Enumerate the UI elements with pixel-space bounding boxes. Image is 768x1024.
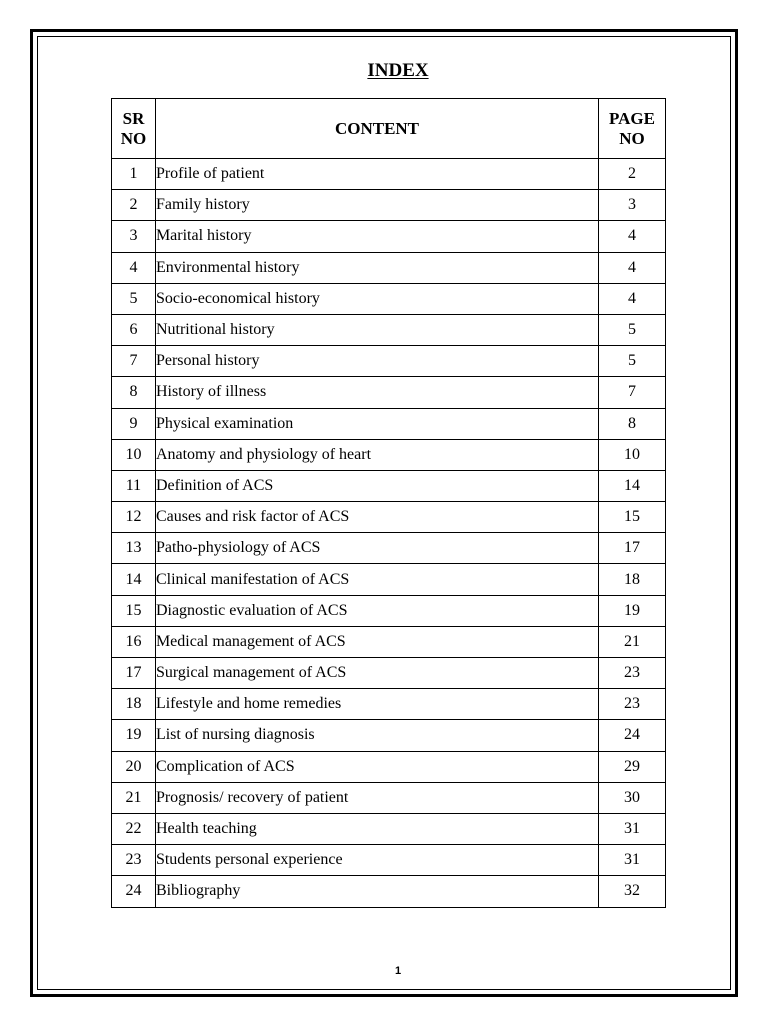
table-row [112,221,666,252]
row-content: Environmental history [155,252,598,283]
row-content: Marital history [155,221,598,252]
row-content: Causes and risk factor of ACS [155,502,598,533]
row-content: Clinical manifestation of ACS [155,564,598,595]
row-sr-no: 1 [112,159,156,190]
table-row [112,346,666,377]
row-page-no: 23 [599,689,666,720]
row-page-no: 2 [599,159,666,190]
table-row [112,252,666,283]
row-page-no: 4 [599,283,666,314]
table-row [112,813,666,844]
row-content: Nutritional history [155,314,598,345]
row-content: Physical examination [155,408,598,439]
row-content: Lifestyle and home remedies [155,689,598,720]
table-row [112,314,666,345]
row-sr-no: 24 [112,876,156,907]
row-content: Bibliography [155,876,598,907]
table-row [112,439,666,470]
row-page-no: 31 [599,845,666,876]
row-page-no: 17 [599,533,666,564]
row-sr-no: 22 [112,813,156,844]
row-content: Health teaching [155,813,598,844]
row-sr-no: 6 [112,314,156,345]
table-row [112,408,666,439]
row-page-no: 3 [599,190,666,221]
row-page-no: 30 [599,782,666,813]
row-content: Students personal experience [155,845,598,876]
row-page-no: 29 [599,751,666,782]
table-row [112,845,666,876]
row-page-no: 7 [599,377,666,408]
row-sr-no: 12 [112,502,156,533]
row-sr-no: 21 [112,782,156,813]
row-sr-no: 7 [112,346,156,377]
row-sr-no: 5 [112,283,156,314]
row-content: History of illness [155,377,598,408]
row-page-no: 5 [599,314,666,345]
table-row [112,658,666,689]
table-row [112,159,666,190]
row-sr-no: 20 [112,751,156,782]
row-content: Surgical management of ACS [155,658,598,689]
row-page-no: 4 [599,252,666,283]
table-row [112,595,666,626]
row-sr-no: 19 [112,720,156,751]
table-row [112,533,666,564]
row-sr-no: 17 [112,658,156,689]
table-row [112,782,666,813]
table-row [112,626,666,657]
row-sr-no: 23 [112,845,156,876]
table-row [112,377,666,408]
row-sr-no: 9 [112,408,156,439]
row-page-no: 10 [599,439,666,470]
table-row [112,564,666,595]
row-content: Personal history [155,346,598,377]
header-sr-no [112,99,156,159]
table-body [112,159,666,908]
row-page-no: 15 [599,502,666,533]
row-content: Anatomy and physiology of heart [155,439,598,470]
index-table [111,98,666,908]
row-page-no: 4 [599,221,666,252]
row-content: Prognosis/ recovery of patient [155,782,598,813]
row-page-no: 14 [599,470,666,501]
row-page-no: 8 [599,408,666,439]
table-row [112,502,666,533]
row-page-no: 21 [599,626,666,657]
row-page-no: 31 [599,813,666,844]
table-row [112,720,666,751]
page-number: 1 [394,965,402,977]
row-page-no: 32 [599,876,666,907]
row-content: Patho-physiology of ACS [155,533,598,564]
row-content: List of nursing diagnosis [155,720,598,751]
row-sr-no: 18 [112,689,156,720]
row-content: Diagnostic evaluation of ACS [155,595,598,626]
table-row [112,190,666,221]
row-sr-no: 13 [112,533,156,564]
row-page-no: 5 [599,346,666,377]
header-page-no-line1: PAGE NO [609,108,655,148]
header-page-no [599,99,666,159]
row-sr-no: 11 [112,470,156,501]
table-row [112,470,666,501]
row-sr-no: 10 [112,439,156,470]
table-row [112,751,666,782]
page-title: INDEX [367,60,429,81]
row-content: Family history [155,190,598,221]
table-header-row [112,99,666,159]
row-sr-no: 4 [112,252,156,283]
row-sr-no: 16 [112,626,156,657]
row-sr-no: 15 [112,595,156,626]
row-sr-no: 3 [112,221,156,252]
row-content: Socio-economical history [155,283,598,314]
row-content: Medical management of ACS [155,626,598,657]
table-row [112,689,666,720]
row-content: Complication of ACS [155,751,598,782]
row-page-no: 18 [599,564,666,595]
row-page-no: 23 [599,658,666,689]
row-sr-no: 14 [112,564,156,595]
header-sr-no-line1: SR NO [120,108,147,148]
row-sr-no: 2 [112,190,156,221]
row-page-no: 19 [599,595,666,626]
table-row [112,876,666,907]
row-content: Profile of patient [155,159,598,190]
row-content: Definition of ACS [155,470,598,501]
table-row [112,283,666,314]
row-page-no: 24 [599,720,666,751]
header-content: CONTENT [155,99,598,159]
row-sr-no: 8 [112,377,156,408]
